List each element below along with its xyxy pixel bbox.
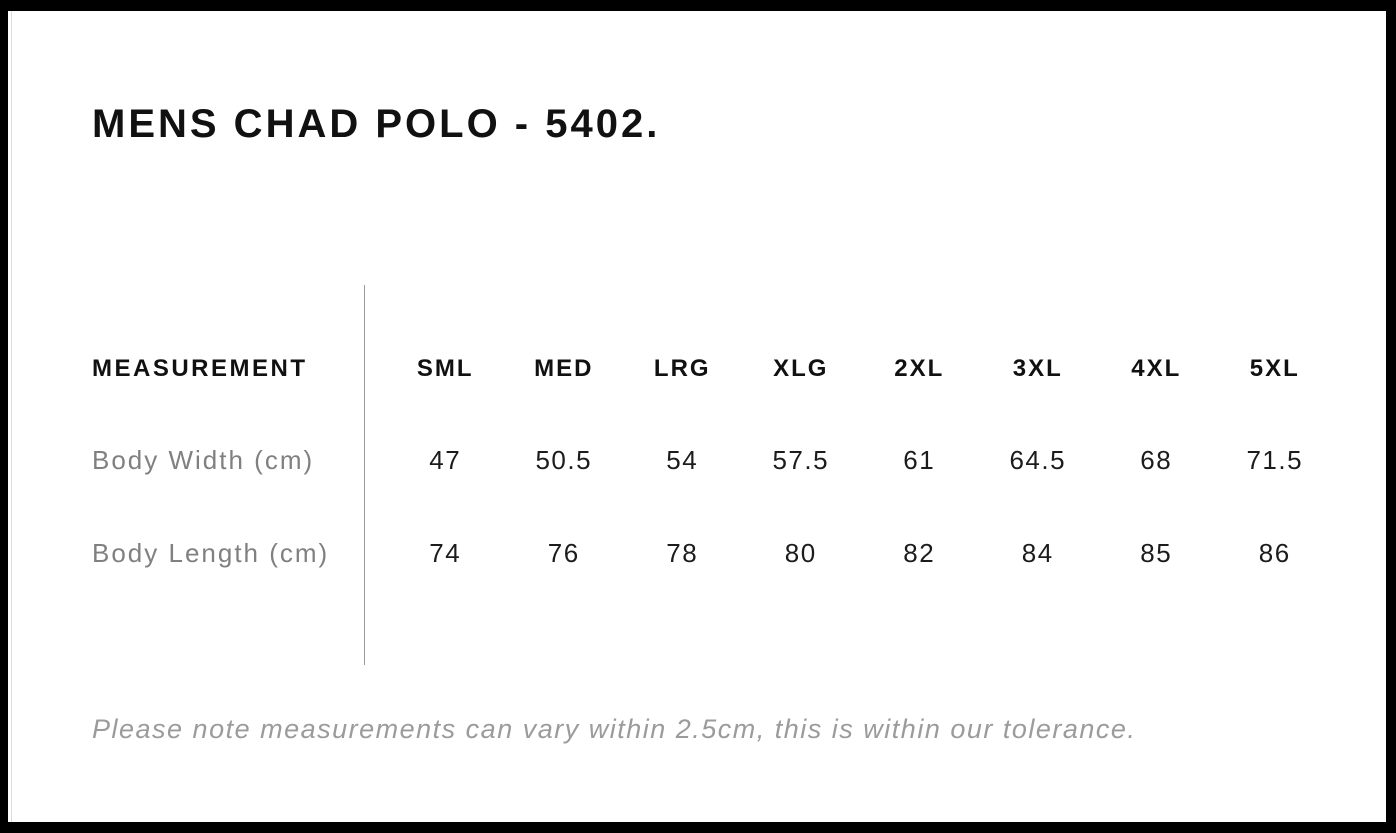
tolerance-note: Please note measurements can vary within 2.5cm, this is within our tolerance. [92, 714, 1137, 744]
measurement-column-header: MEASUREMENT [92, 355, 308, 382]
size-column-header-med: MED [534, 355, 594, 382]
body-length-value-sml: 74 [429, 538, 462, 568]
body-width-value-2xl: 61 [903, 445, 936, 475]
body-length-value-5xl: 86 [1258, 538, 1291, 568]
size-column-header-5xl: 5XL [1249, 355, 1300, 382]
body-width-value-3xl: 64.5 [1009, 445, 1067, 475]
table-row-body-length [92, 533, 1334, 573]
size-column-header-2xl: 2XL [894, 355, 945, 382]
size-column-header-sml: SML [416, 355, 474, 382]
body-length-value-4xl: 85 [1140, 538, 1173, 568]
body-width-value-4xl: 68 [1140, 445, 1173, 475]
body-width-value-5xl: 71.5 [1246, 445, 1304, 475]
body-length-value-3xl: 84 [1021, 538, 1054, 568]
size-column-header-4xl: 4XL [1131, 355, 1182, 382]
table-header-row [92, 349, 1334, 389]
page-title: MENS CHAD POLO - 5402. [92, 102, 661, 146]
size-column-header-lrg: LRG [653, 355, 711, 382]
body-width-value-lrg: 54 [666, 445, 699, 475]
row-label-body-width: Body Width (cm) [92, 445, 315, 475]
left-inner-edge-line [11, 11, 12, 822]
body-width-value-sml: 47 [429, 445, 462, 475]
body-length-value-lrg: 78 [666, 538, 699, 568]
table-row-body-width [92, 440, 1334, 480]
body-width-value-med: 50.5 [535, 445, 593, 475]
size-column-header-3xl: 3XL [1012, 355, 1063, 382]
body-length-value-med: 76 [547, 538, 580, 568]
body-length-value-xlg: 80 [784, 538, 817, 568]
row-label-body-length: Body Length (cm) [92, 538, 330, 568]
size-column-header-xlg: XLG [773, 355, 829, 382]
body-width-value-xlg: 57.5 [772, 445, 830, 475]
body-length-value-2xl: 82 [903, 538, 936, 568]
